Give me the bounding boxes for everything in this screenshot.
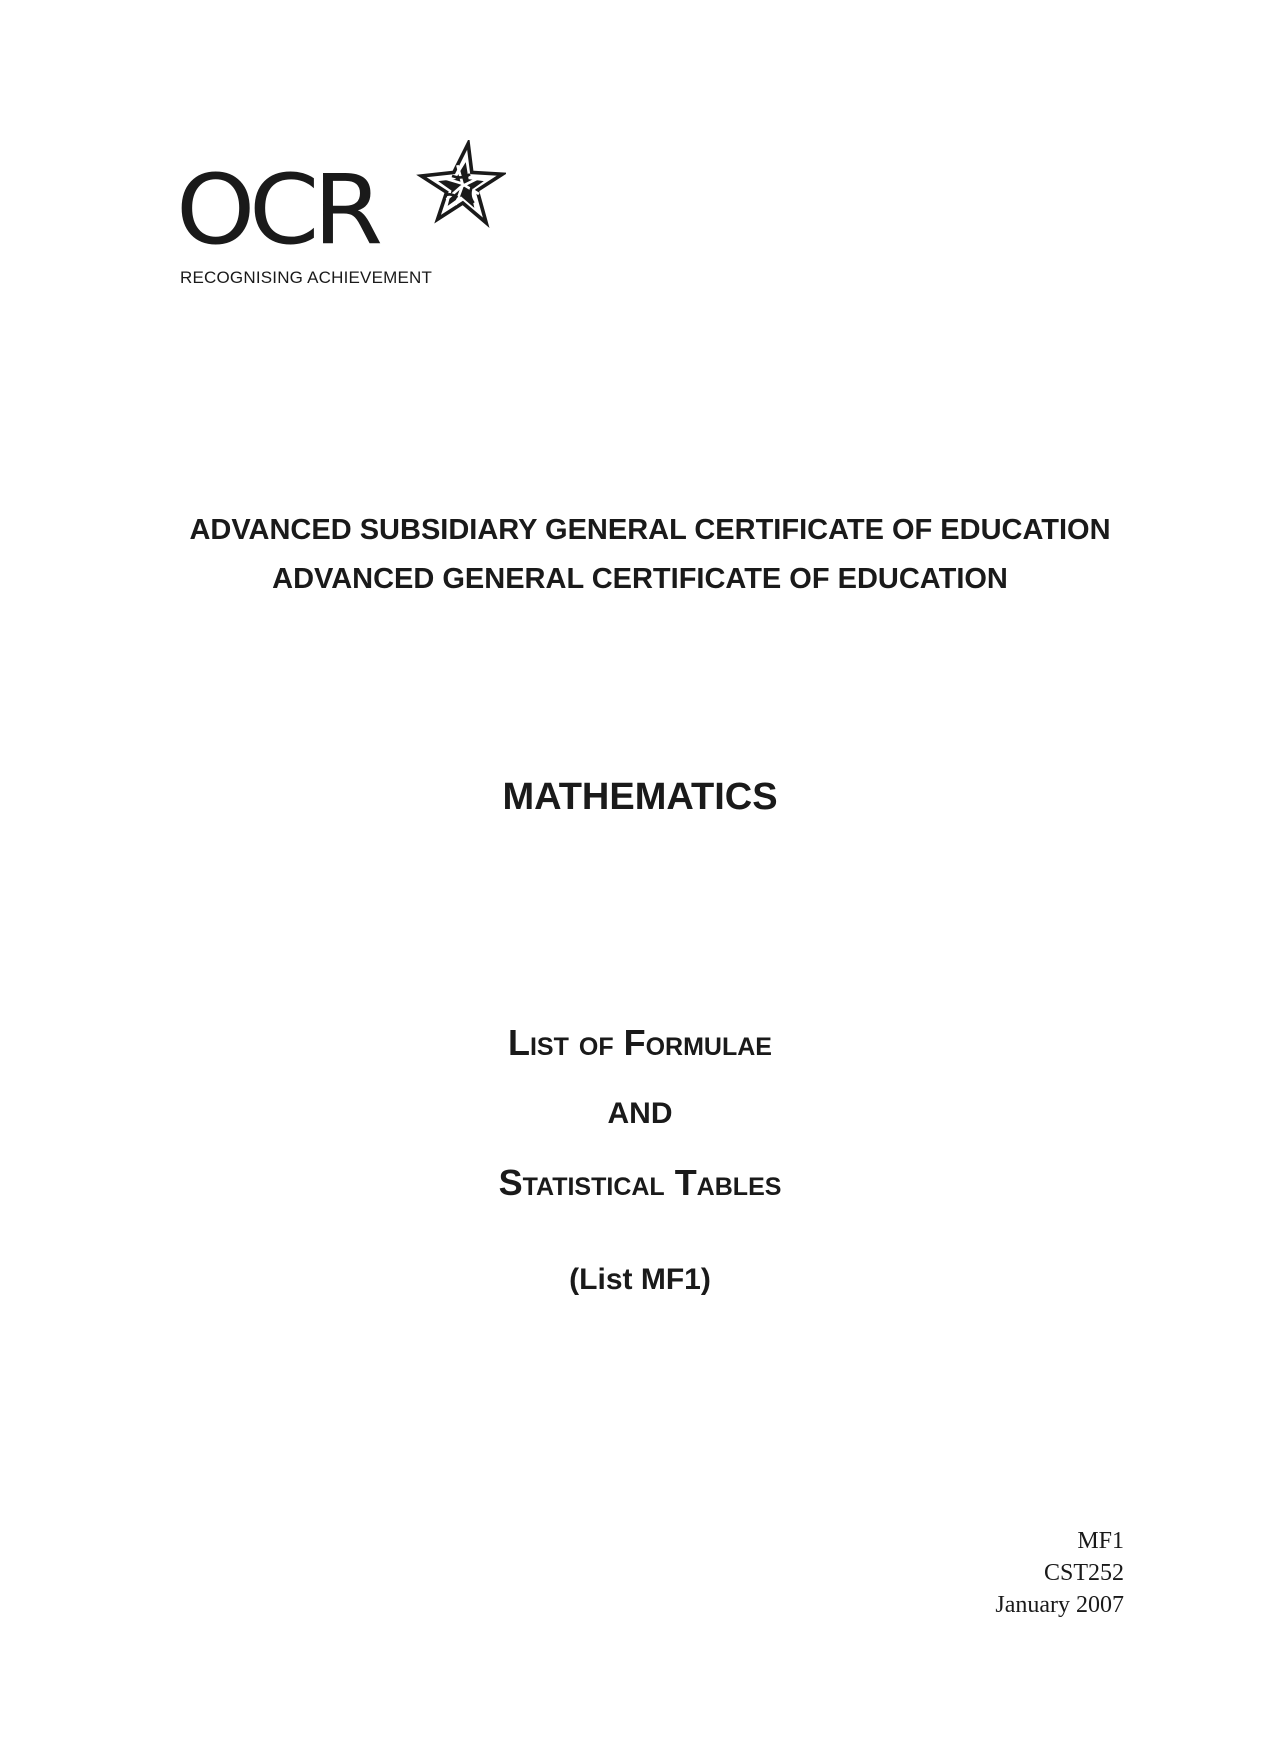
list-identifier: (List MF1)	[569, 1263, 711, 1296]
reference-code: MF1	[1077, 1528, 1124, 1554]
subject-title: MATHEMATICS	[502, 776, 778, 818]
title-and-text: AND	[607, 1097, 673, 1130]
star-logo-icon	[416, 140, 506, 230]
certificate-heading-a: ADVANCED GENERAL CERTIFICATE OF EDUCATION	[272, 563, 1008, 595]
logo-tagline: RECOGNISING ACHIEVEMENT	[180, 268, 433, 287]
title-list-of-formulae: List of Formulae	[508, 1022, 772, 1063]
title-statistical-tables: Statistical Tables	[498, 1162, 782, 1203]
reference-block	[995, 1525, 1124, 1621]
certificate-heading-as: ADVANCED SUBSIDIARY GENERAL CERTIFICATE OF EDUCATION	[189, 514, 1111, 546]
ocr-logo	[176, 140, 506, 290]
title-and	[0, 1097, 1280, 1131]
reference-date: January 2007	[995, 1592, 1124, 1618]
reference-catalogue: CST252	[1043, 1560, 1124, 1586]
logo-wordmark: OCR	[176, 154, 377, 266]
